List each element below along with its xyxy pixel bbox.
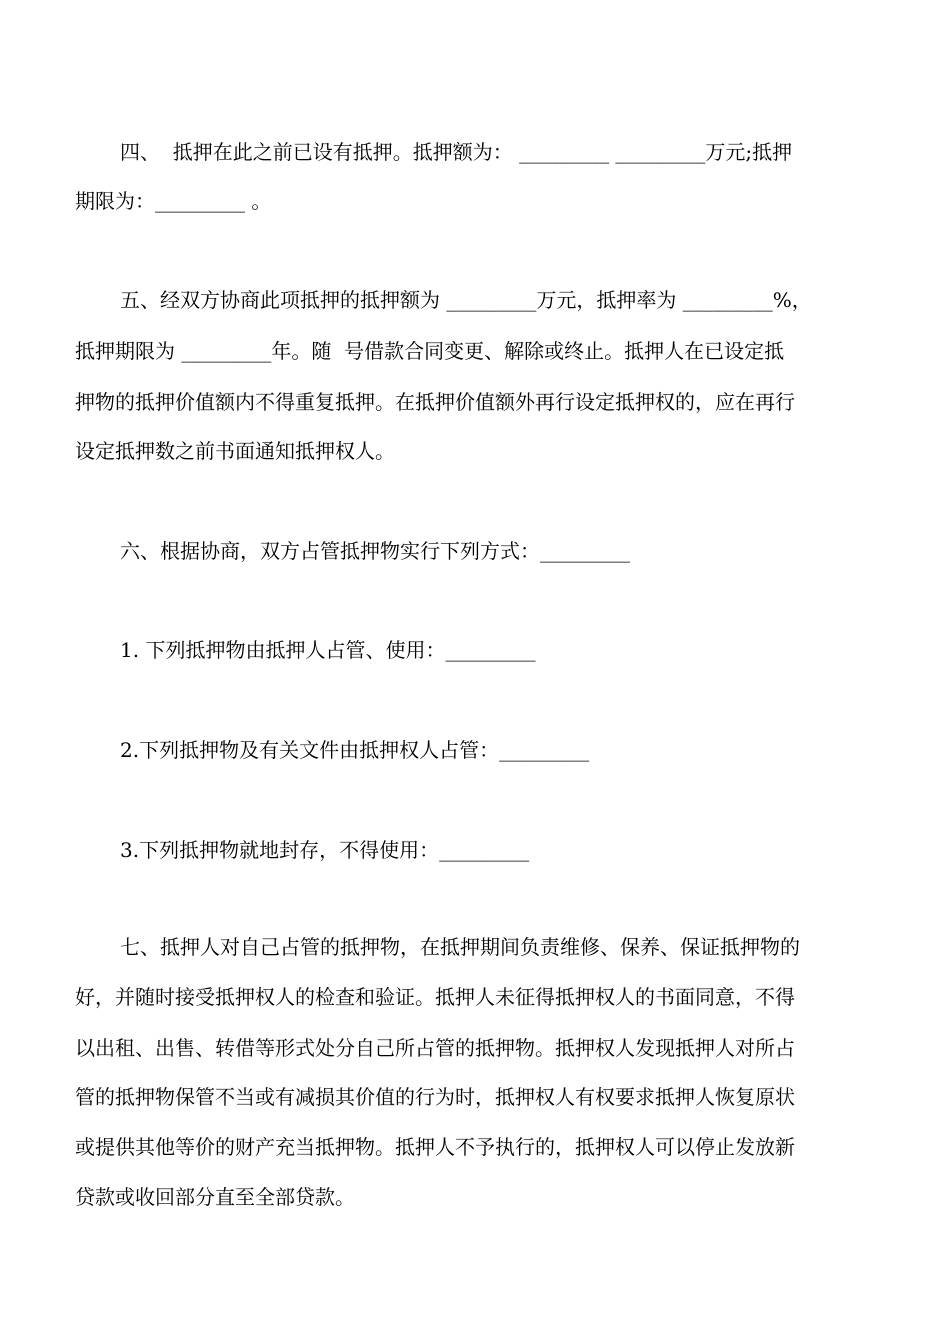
clause-6-line: 六、根据协商，双方占管抵押物实行下列方式：_________ [120,539,630,563]
clause-5-line-1: 五、经双方协商此项抵押的抵押额为 _________万元，抵押率为 _________%， [120,288,812,312]
clause-7-line-3: 以出租、出售、转借等形式处分自己所占管的抵押物。抵押权人发现抵押人对所占 [75,1036,795,1060]
clause-5-line-3: 押物的抵押价值额内不得重复抵押。在抵押价值额外再行设定抵押权的，应在再行 [75,390,795,414]
clause-6-item-1: 1. 下列抵押物由抵押人占管、使用：_________ [120,638,536,662]
clause-6-item-3: 3.下列抵押物就地封存，不得使用：_________ [120,838,530,862]
clause-6-item-2: 2.下列抵押物及有关文件由抵押权人占管：_________ [120,738,590,762]
clause-5-line-2: 抵押期限为 _________年。随 号借款合同变更、解除或终止。抵押人在已设定抵 [75,339,785,363]
clause-5-line-4: 设定抵押数之前书面通知抵押权人。 [75,439,395,463]
clause-7-line-1: 七、抵押人对自己占管的抵押物，在抵押期间负责维修、保养、保证抵押物的 [120,935,800,959]
clause-7-line-5: 或提供其他等价的财产充当抵押物。抵押人不予执行的，抵押权人可以停止发放新 [75,1135,795,1159]
clause-7-line-2: 好，并随时接受抵押权人的检查和验证。抵押人未征得抵押权人的书面同意，不得 [75,985,795,1009]
clause-7-line-6: 贷款或收回部分直至全部贷款。 [75,1185,355,1209]
clause-4-line-2: 期限为：_________ 。 [75,189,272,213]
clause-4-line-1: 四、 抵押在此之前已设有抵押。抵押额为： _________ _________万元;抵押 [120,140,793,164]
clause-7-line-4: 管的抵押物保管不当或有减损其价值的行为时，抵押权人有权要求抵押人恢复原状 [75,1085,795,1109]
